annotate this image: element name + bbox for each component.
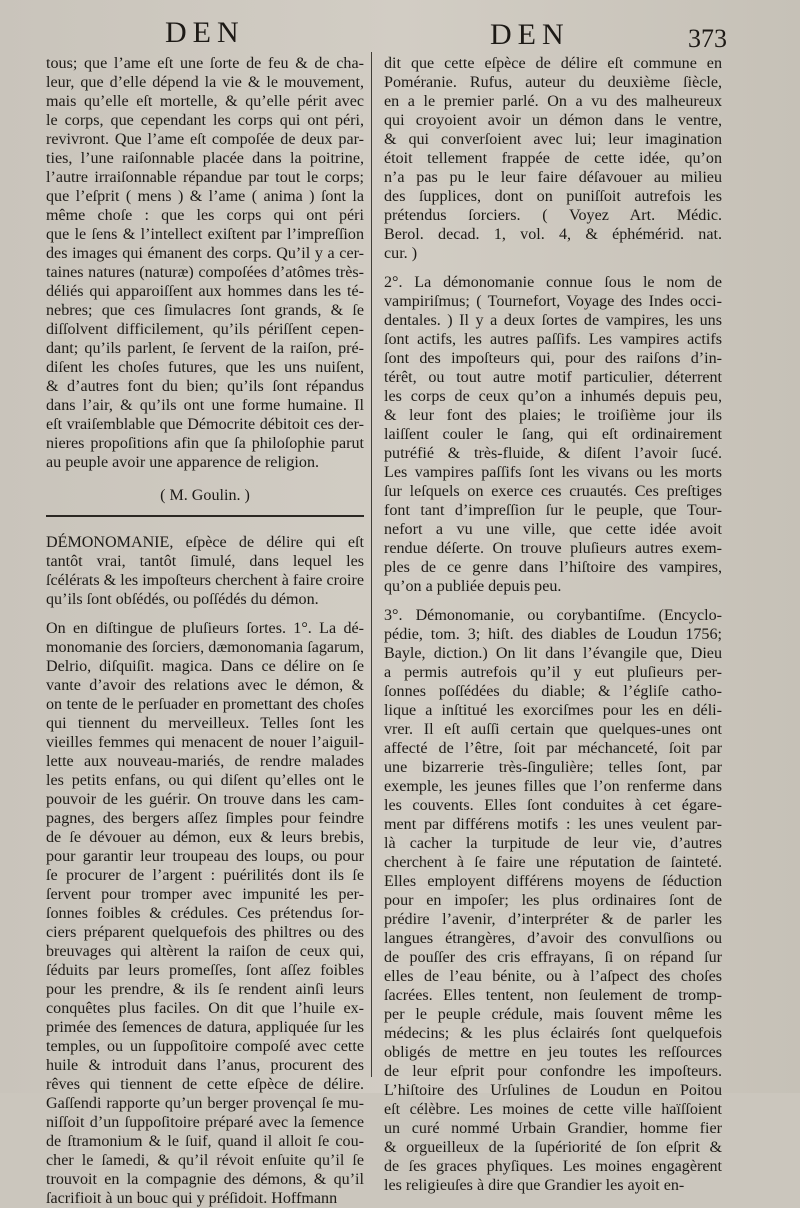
text-line: dans l’air, & qu’ils ont une forme humaine. Il	[46, 397, 364, 414]
running-head-left: DEN	[165, 16, 245, 49]
text-line: de ſtramonium & le ſuif, quand il alloit ſe cou-	[46, 1133, 364, 1150]
text-line: lette aux nouveau-mariés, de rendre malades	[46, 753, 364, 770]
text-line: Bayle, diction.) On lit dans l’évangile que, Dieu	[384, 645, 722, 662]
text-line: vrer. Il eſt auſſi certain que quelques-unes ont	[384, 721, 722, 738]
column-rule	[371, 52, 372, 1077]
text-line: conquêtes plus faciles. On dit que l’huile ex-	[46, 1000, 364, 1017]
text-line: temples, ou un ſuppoſitoire compoſé avec cette	[46, 1038, 364, 1055]
text-line: dant; qu’ils parlent, ſe ſervent de la raiſon, pré-	[46, 340, 364, 357]
text-line: les petits enfans, ou qui diſent qu’elles ont le	[46, 772, 364, 789]
text-line: diſſolvent difficilement, qu’ils périſſent cepen-	[46, 321, 364, 338]
text-line: prédire l’avenir, d’interpréter & de parler les	[384, 911, 722, 928]
text-line: monomanie des ſorciers, dæmonomania ſagarum,	[46, 639, 364, 656]
text-line: térêt, ou tout autre motif particulier, déterrent	[384, 369, 722, 386]
running-head	[0, 14, 800, 54]
text-line: ciers préparent quelquefois des philtres ou des	[46, 924, 364, 941]
text-line: nebres; que ces ſimulacres ſont grands, & ſe	[46, 302, 364, 319]
text-line: pédie, tom. 3; hiſt. des diables de Loudun 1756;	[384, 626, 722, 643]
text-line: on tente de le perſuader en promettant des choſes	[46, 696, 364, 713]
text-line: ſacrées. Elles tentent, non ſeulement de tromp-	[384, 987, 722, 1004]
text-line: rendue déſerte. On trouve pluſieurs autres exem-	[384, 540, 722, 557]
text-line: médecins; & les plus éclairés ſont quelquefois	[384, 1025, 722, 1042]
text-line: breuvages qui altèrent la raiſon de ceux qui,	[46, 943, 364, 960]
running-head-right: DEN	[490, 18, 570, 51]
text-line: ples de ce genre dans l’hiſtoire des vampires,	[384, 559, 722, 576]
text-line: huile & introduit dans l’anus, procurent des	[46, 1057, 364, 1074]
text-line: eſt vraiſemblable que Démocrite débitoit ces der-	[46, 416, 364, 433]
text-line: leur, que d’elle dépend la vie & le mouvement,	[46, 74, 364, 91]
author-signature: ( M. Goulin. )	[160, 487, 250, 504]
text-line: pour en impoſer; les plus ordinaires ſont de	[384, 892, 722, 909]
text-line: de leur eſprit pour confondre les impoſteurs.	[384, 1063, 722, 1080]
text-line: même choſe : que les corps qui ont péri	[46, 207, 364, 224]
text-line: dentales. ) Il y a deux ſortes de vampires, les uns	[384, 312, 722, 329]
text-line: diſent les choſes futures, que les uns nuiſent,	[46, 359, 364, 376]
paragraph-ame	[46, 54, 364, 472]
text-line: pour garantir leur troupeau des loups, ou pour	[46, 848, 364, 865]
text-line: ſont des impoſteurs qui, pour des raiſons d’in-	[384, 350, 722, 367]
text-line: lique a inſtitué les exorciſmes pour les en déli-	[384, 702, 722, 719]
text-line: On en diſtingue de pluſieurs ſortes. 1°. La dé-	[46, 620, 364, 637]
text-line: & leur font des plaies; le troiſième jour ils	[384, 407, 722, 424]
text-line: L’hiſtoire des Urſulines de Loudun en Poitou	[384, 1082, 722, 1099]
text-line: ſe procurer de l’argent : puérilités dont ils ſe	[46, 867, 364, 884]
text-line: nefort a vu une ville, que cette idée avoit	[384, 521, 722, 538]
text-line: Les vampires paſſifs ſont les vivans ou les morts	[384, 464, 722, 481]
text-line: vante d’avoir des relations avec le démon, &	[46, 677, 364, 694]
text-line: mais qu’elle eſt mortelle, & qu’elle périt avec	[46, 93, 364, 110]
text-line: qui croyoient avoir un démon dans le ventre,	[384, 112, 722, 129]
text-line: rêves qui tiennent de cette eſpèce de délire.	[46, 1076, 364, 1093]
text-line: & d’autres font du bien; qu’ils ſont répandus	[46, 378, 364, 395]
text-line: ſont actifs, les autres paſſifs. Les vampires actifs	[384, 331, 722, 348]
text-line: tous; que l’ame eſt une ſorte de feu & de cha-	[46, 55, 364, 72]
text-line: au peuple avoir une apparence de religion.	[46, 454, 320, 471]
text-line: déliés qui apparoiſſent aux hommes dans les té-	[46, 283, 364, 300]
text-line: taines natures (naturæ) compoſées d’atômes très-	[46, 264, 364, 281]
paragraph-demonomanie-definition	[46, 533, 364, 609]
text-line: ſervent pour tromper avec impunité les per-	[46, 886, 364, 903]
text-line: 3°. Démonomanie, ou corybantiſme. (Encyclo-	[384, 607, 722, 624]
text-line: Gaſſendi rapporte qu’un berger provençal ſe mu-	[46, 1095, 364, 1112]
paragraph-sorciers	[46, 619, 364, 1208]
paragraph-corybantisme	[384, 606, 722, 1195]
text-line: des images qui émanent des corps. Qu’il y a cer-	[46, 245, 364, 262]
text-line: elles de l’eau bénite, ou à l’aſpect des choſes	[384, 968, 722, 985]
text-line: pagnes, des bergers aſſez ſimples pour feindre	[46, 810, 364, 827]
text-line: Elles employent différens moyens de ſéduction	[384, 873, 722, 890]
left-column	[46, 54, 364, 1208]
text-line: vieilles femmes qui menacent de nouer l’aiguil-	[46, 734, 364, 751]
paragraph-vampirisme	[384, 273, 722, 596]
text-line: vampiriſmus; ( Tournefort, Voyage des Indes occi-	[384, 293, 722, 310]
text-line: cherchent à ſe faire une réputation de ſainteté.	[384, 854, 722, 871]
text-line: ties, l’une raiſonnable placée dans la poitrine,	[46, 150, 364, 167]
text-line: & qui converſoient avec lui; leur imagination	[384, 131, 722, 148]
text-line: 2°. La démonomanie connue ſous le nom de	[384, 274, 722, 291]
text-line: de ſe dévouer au démon, eux & leurs brebis,	[46, 829, 364, 846]
text-line: Berol. decad. 1, vol. 4, & éphémérid. nat.	[384, 226, 722, 243]
text-line: langues étrangères, d’avoir des convulſions ou	[384, 930, 722, 947]
text-line: exemple, les jeunes filles que l’on renferme dans	[384, 778, 722, 795]
text-line: de ſes graces phyſiques. Les moines engagèrent	[384, 1158, 722, 1175]
text-line: dit que cette eſpèce de délire eſt commune en	[384, 55, 722, 72]
paragraph-gap	[384, 596, 722, 606]
text-line: le corps, que cependant les corps qui ont péri,	[46, 112, 364, 129]
text-line: font tant d’impreſſion ſur le peuple, que Tour-	[384, 502, 722, 519]
article-separator	[46, 515, 364, 517]
text-line: ſonnes foibles & crédules. Ces prétendus ſor-	[46, 905, 364, 922]
paragraph-gap	[384, 263, 722, 273]
text-line: revivront. Que l’ame eſt compoſée de deux par-	[46, 131, 364, 148]
text-line: trouvoit en la compagnie des démons, & qu’il	[46, 1171, 364, 1188]
text-line: ſéduits par leurs promeſſes, ſont aſſez foibles	[46, 962, 364, 979]
text-line: cher le ſamedi, & qu’il révoit enſuite qu’il ſe	[46, 1152, 364, 1169]
text-line: affecté de l’être, ſoit par méchanceté, ſoit par	[384, 740, 722, 757]
text-line: qu’ils ſont obſédés, ou poſſédés du démon.	[46, 591, 319, 608]
text-line: putréfié & très-fluide, & diſent l’avoir ſucé.	[384, 445, 722, 462]
text-line: de pouſſer des cris effrayans, ſi on répand ſur	[384, 949, 722, 966]
text-line: en a le premier parlé. On a vu des malheureux	[384, 93, 722, 110]
text-line: pour les prendre, & ils ſe rendent ainſi leurs	[46, 981, 364, 998]
text-line: obligés de mettre en jeu toutes les reſſources	[384, 1044, 722, 1061]
paragraph-gap	[46, 609, 364, 619]
text-line: des ſupplices, dont on puniſſoit autrefois les	[384, 188, 722, 205]
text-line: qu’on a publiée depuis peu.	[384, 578, 562, 595]
text-line: Poméranie. Rufus, auteur du deuxième ſiècle,	[384, 74, 722, 91]
right-column	[384, 54, 722, 1195]
text-line: & orgueilleux de la ſupériorité de ſon eſprit &	[384, 1139, 722, 1156]
text-line: nieres propoſitions afin que ſa philoſophie parut	[46, 435, 364, 452]
text-line: pouvoir de les guérir. On trouve dans les cam-	[46, 791, 364, 808]
text-line: les couvents. Elles ſont conduites à cet égare-	[384, 797, 722, 814]
text-line: n’a pas pu le leur faire déſavouer au milieu	[384, 169, 722, 186]
paragraph-pomeranie	[384, 54, 722, 263]
text-line: laiſſent couler le ſang, qui eſt ordinairement	[384, 426, 722, 443]
text-line: les corps de ceux qu’on a inhumés depuis peu,	[384, 388, 722, 405]
text-line: eſt célèbre. Les moines de cette ville haïſſoient	[384, 1101, 722, 1118]
text-line: que l’eſprit ( mens ) & l’ame ( anima ) ſont la	[46, 188, 364, 205]
text-line: que le ſens & l’intellect exiſtent par l’impreſſion	[46, 226, 364, 243]
text-line: un curé nommé Urbain Grandier, homme fier	[384, 1120, 722, 1137]
text-line: qui tiennent du merveilleux. Telles ſont les	[46, 715, 364, 732]
text-line: a permis autrefois qu’il y eut pluſieurs per-	[384, 664, 722, 681]
text-line: Delrio, diſquiſit. magica. Dans ce délire on ſe	[46, 658, 364, 675]
text-line: ſur leſquels on exerce ces cruautés. Ces preſtiges	[384, 483, 722, 500]
text-line: DÉMONOMANIE, eſpèce de délire qui eſt	[46, 534, 364, 551]
text-line: une bizarrerie très-ſingulière; telles ſont, par	[384, 759, 722, 776]
text-line: primée des ſemences de datura, appliquée ſur les	[46, 1019, 364, 1036]
text-line: tantôt vrai, tantôt ſimulé, dans lequel les	[46, 553, 364, 570]
text-line: prétendus ſorciers. ( Voyez Art. Médic.	[384, 207, 722, 224]
text-line: niſſoit d’un ſuppoſitoire préparé avec la ſemence	[46, 1114, 364, 1131]
text-line: per le peuple crédule, mais ſouvent même les	[384, 1006, 722, 1023]
text-line: étoit tellement frappée de cette idée, qu’on	[384, 150, 722, 167]
page-number: 373	[688, 24, 727, 53]
text-line: l’autre irraiſonnable répandue par tout le corps;	[46, 169, 364, 186]
text-line: ment par différens motifs : les unes veulent par-	[384, 816, 722, 833]
text-line: là cacher la turpitude de leur vie, d’autres	[384, 835, 722, 852]
text-line: ſonnes poſſédées du diable; & l’égliſe catho-	[384, 683, 722, 700]
text-line: cur. )	[384, 245, 418, 262]
text-line: les religieuſes à dire que Grandier les ayoit en-	[384, 1177, 685, 1194]
text-line: ſcélérats & les impoſteurs cherchent à faire croire	[46, 572, 364, 589]
text-line: ſacrifioit à un bouc qui y préſidoit. Hoffmann	[46, 1190, 338, 1207]
